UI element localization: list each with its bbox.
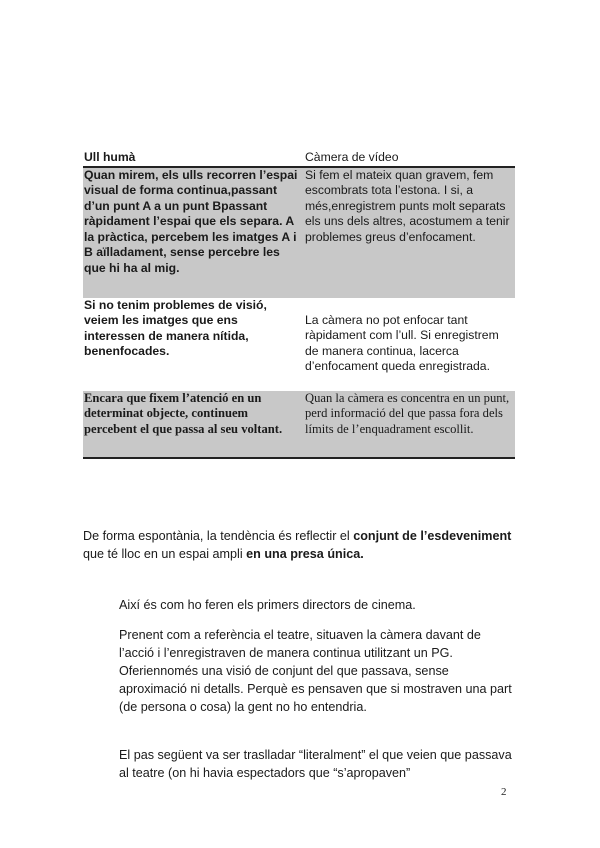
intro-text-2: que té lloc en un espai ampli — [83, 547, 247, 561]
table-row — [83, 391, 515, 458]
paragraph-intro — [83, 527, 515, 563]
camera-cell: La càmera no pot enfocar tant ràpidament com l’ull. Si enregistrem de manera continua, lacerca d’enfocament queda enregistrada. — [305, 312, 499, 373]
table-row — [83, 298, 515, 391]
paragraph-directors — [119, 596, 515, 614]
paragraph-theatre-text: Prenent com a referència el teatre, situaven la càmera davant de l’acció i l’enregistraven de manera continua utilitzant un PG. Oferiennomés una visió de conjunt del que passava, sense aproximació ni detalls. Perquè es pensaven que si mostraven una part (de persona o cosa) la gent no ho entendria. — [119, 628, 512, 714]
paragraph-next-step — [119, 746, 519, 782]
paragraph-theatre — [119, 626, 519, 716]
camera-cell: Quan la càmera es concentra en un punt, perd informació del que passa fora dels límits de l’enquadrament escollit. — [304, 391, 515, 458]
table-header-row — [83, 150, 515, 167]
header-human-eye: Ull humà — [84, 150, 136, 164]
eye-cell: Si no tenim problemes de visió, veiem les imatges que ens interessen de manera nítida, benenfocades. — [84, 297, 267, 358]
header-video-camera: Càmera de vídeo — [305, 150, 399, 164]
intro-period: . — [360, 547, 364, 561]
intro-text: De forma espontània, la tendència és reflectir el — [83, 529, 354, 543]
camera-cell: Si fem el mateix quan gravem, fem escombrats tota l’estona. I si, a més,enregistrem punts molt separats els uns dels altres, acostumem a tenir problemes greus d’enfocament. — [304, 167, 515, 298]
eye-cell: Quan mirem, els ulls recorren l’espai visual de forma continua,passant d’un punt A a un punt Bpassant ràpidament l’espai que els separa. A la pràctica, percebem les imatges A i B aïlladament, sense percebre les que hi ha al mig. — [83, 167, 304, 298]
intro-bold-2: en una presa única — [246, 547, 361, 561]
comparison-table — [83, 150, 515, 459]
table-row — [83, 167, 515, 298]
page-number: 2 — [501, 786, 507, 798]
intro-bold-1: conjunt de l’esdeveniment — [353, 529, 512, 543]
eye-cell: Encara que fixem l’atenció en un determinat objecte, continuem percebent el que passa al seu voltant. — [83, 391, 304, 458]
paragraph-next-step-text: El pas següent va ser traslladar “literalment” el que veien que passava al teatre (on hi havia espectadors que “s’apropaven” — [119, 748, 512, 780]
paragraph-directors-text: Així és com ho feren els primers directors de cinema. — [119, 598, 416, 612]
